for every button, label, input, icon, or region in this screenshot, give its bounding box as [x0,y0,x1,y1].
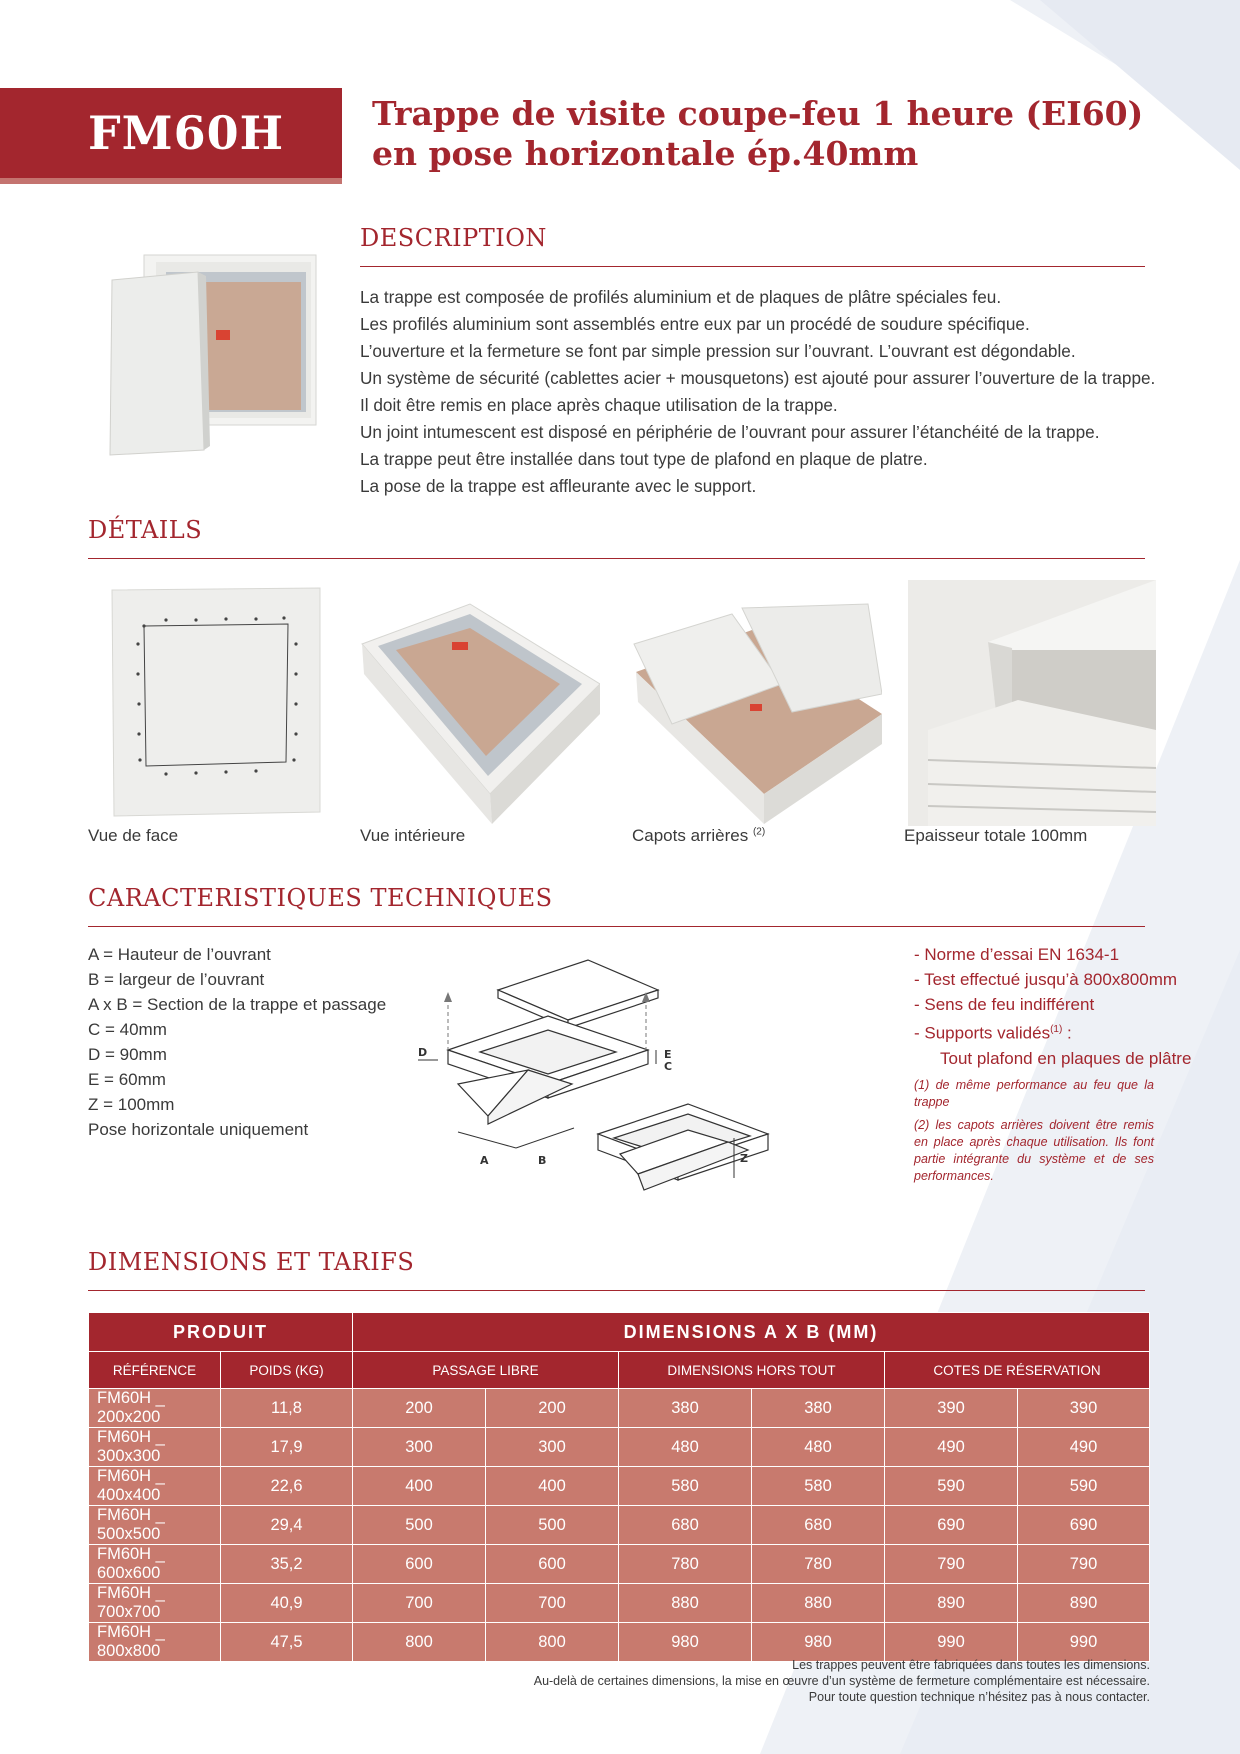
cell-value: 600 [353,1545,486,1584]
cell-reference: FM60H _ 700x700 [89,1584,221,1623]
cell-weight: 17,9 [221,1428,353,1467]
footer-note: Pour toute question technique n’hésitez pas à nous contacter. [808,1690,1150,1704]
cell-value: 590 [1018,1467,1150,1506]
cell-value: 790 [1018,1545,1150,1584]
cell-value: 700 [353,1584,486,1623]
cell-reference: FM60H _ 300x300 [89,1428,221,1467]
cell-value: 880 [752,1584,885,1623]
cell-reference: FM60H _ 800x800 [89,1623,221,1662]
table-row [89,1545,1150,1584]
description-line: Il doit être remis en place après chaque utilisation de la trappe. [360,395,838,415]
cell-value: 980 [619,1623,752,1662]
specs-rule [88,926,1145,927]
caption-thickness: Epaisseur totale 100mm [904,826,1088,845]
spec-line: A x B = Section de la trappe et passage libre [88,995,424,1014]
description-line: Les profilés aluminium sont assemblés entre eux par un procédé de soudure spécifique. [360,314,1030,334]
footnote-2: (2) les capots arrières doivent être remis en place après chaque utilisation. Ils font partie intégrante du système et de ses performances. [914,1117,1154,1183]
cell-weight: 22,6 [221,1467,353,1506]
spec-list [88,942,423,1142]
note-line: - Norme d’essai EN 1634-1 [914,945,1120,964]
description-line: Un système de sécurité (cablettes acier + mousquetons) est ajouté pour assurer l’ouverture de la trappe. [360,368,1156,388]
back-covers-photo [632,584,882,824]
diagram-label-z: Z [740,1152,748,1165]
cell-value: 680 [752,1506,885,1545]
description-rule [360,266,1145,267]
footer-note: Les trappes peuvent être fabriquées dans toutes les dimensions. [792,1658,1150,1672]
description-line: Un joint intumescent est disposé en périphérie de l’ouvrant pour assurer l’étanchéité de la trappe. [360,422,1100,442]
cell-value: 300 [353,1428,486,1467]
cell-value: 400 [353,1467,486,1506]
cell-weight: 40,9 [221,1584,353,1623]
group-header-dimensions: DIMENSIONS A X B (MM) [353,1313,1150,1352]
table-row [89,1506,1150,1545]
cell-value: 690 [1018,1506,1150,1545]
spec-line: B = largeur de l’ouvrant [88,970,265,989]
page-title [372,94,1172,174]
description-heading: DESCRIPTION [360,224,547,252]
dimensions-rule [88,1290,1145,1291]
cell-value: 580 [752,1467,885,1506]
cell-weight: 29,4 [221,1506,353,1545]
group-header-product: PRODUIT [89,1313,353,1352]
column-header-free-passage: PASSAGE LIBRE [353,1352,619,1389]
interior-view-photo [360,584,600,824]
cell-value: 590 [885,1467,1018,1506]
cell-value: 790 [885,1545,1018,1584]
note-line: Tout plafond en plaques de plâtre [940,1048,1192,1068]
description-line: L’ouverture et la fermeture se font par simple pression sur l’ouvrant. L’ouvrant est dégondable. [360,341,1076,361]
specs-heading: CARACTERISTIQUES TECHNIQUES [88,884,553,912]
cell-value: 380 [752,1389,885,1428]
note-line: - Sens de feu indifférent [914,995,1095,1014]
footnote-1: (1) de même performance au feu que la trappe [914,1077,1154,1109]
cell-value: 200 [353,1389,486,1428]
model-code: FM60H [88,106,285,160]
cell-value: 800 [353,1623,486,1662]
footer-note: Au-delà de certaines dimensions, la mise en œuvre d’un système de fermeture complémentaire est nécessaire. [533,1674,1150,1688]
cell-value: 980 [752,1623,885,1662]
cell-value: 200 [486,1389,619,1428]
cell-weight: 11,8 [221,1389,353,1428]
cell-value: 500 [353,1506,486,1545]
diagram-label-e: E [664,1048,672,1061]
cell-value: 880 [619,1584,752,1623]
cell-value: 390 [885,1389,1018,1428]
description-text [360,284,1160,500]
dimensions-table [88,1312,1150,1662]
caption-front-view: Vue de face [88,826,179,845]
cell-value: 890 [1018,1584,1150,1623]
diagram-label-b: B [538,1154,547,1167]
column-header-reservation: COTES DE RÉSERVATION [885,1352,1150,1389]
table-row [89,1623,1150,1662]
description-line: La pose de la trappe est affleurante avec le support. [360,476,757,496]
front-view-photo [106,584,326,824]
spec-notes [914,942,1192,1185]
diagram-label-d: D [418,1046,428,1059]
spec-line: Pose horizontale uniquement [88,1120,309,1139]
cell-reference: FM60H _ 400x400 [89,1467,221,1506]
caption-back-covers: Capots arrières $^{(2)}$ [632,826,766,845]
cell-value: 480 [752,1428,885,1467]
cell-weight: 47,5 [221,1623,353,1662]
table-row [89,1467,1150,1506]
cell-value: 680 [619,1506,752,1545]
cell-value: 500 [486,1506,619,1545]
cell-value: 800 [486,1623,619,1662]
diagram-label-a: A [480,1154,489,1167]
column-header-overall: DIMENSIONS HORS TOUT [619,1352,885,1389]
cell-value: 990 [885,1623,1018,1662]
spec-line: D = 90mm [88,1045,167,1064]
footnote-ref: (2) [752,826,766,838]
cell-value: 990 [1018,1623,1150,1662]
details-rule [88,558,1145,559]
cell-value: 480 [619,1428,752,1467]
cell-value: 490 [1018,1428,1150,1467]
cell-value: 690 [885,1506,1018,1545]
cell-value: 300 [486,1428,619,1467]
dimensions-heading: DIMENSIONS ET TARIFS [88,1248,415,1276]
note-line: - Test effectué jusqu’à 800x800mm [914,970,1178,989]
table-row [89,1389,1150,1428]
assembly-diagram [388,942,876,1212]
table-row [89,1428,1150,1467]
diagram-label-c: C [664,1060,673,1073]
cell-reference: FM60H _ 500x500 [89,1506,221,1545]
column-header-weight: POIDS (KG) [221,1352,353,1389]
description-line: La trappe est composée de profilés aluminium et de plaques de plâtre spéciales feu. [360,287,1002,307]
spec-line: E = 60mm [88,1070,166,1089]
cell-reference: FM60H _ 200x200 [89,1389,221,1428]
cell-value: 600 [486,1545,619,1584]
description-line: La trappe peut être installée dans tout type de plafond en plaque de platre. [360,449,928,469]
cell-value: 580 [619,1467,752,1506]
table-row [89,1584,1150,1623]
spec-line: Z = 100mm [88,1095,175,1114]
spec-line: C = 40mm [88,1020,167,1039]
cell-value: 380 [619,1389,752,1428]
footnote-ref: (1) [1050,1024,1063,1035]
thickness-photo [908,580,1156,826]
cell-value: 780 [619,1545,752,1584]
details-heading: DÉTAILS [88,516,203,544]
cell-value: 400 [486,1467,619,1506]
spec-line: A = Hauteur de l’ouvrant [88,945,271,964]
product-photo-open [106,250,326,460]
cell-value: 700 [486,1584,619,1623]
cell-value: 490 [885,1428,1018,1467]
title-line-1: Trappe de visite coupe-feu 1 heure (EI60) [372,94,1144,133]
cell-value: 390 [1018,1389,1150,1428]
column-header-reference: RÉFÉRENCE [89,1352,221,1389]
cell-reference: FM60H _ 600x600 [89,1545,221,1584]
title-line-2: en pose horizontale ép.40mm [372,134,919,173]
cell-value: 890 [885,1584,1018,1623]
table-footer-notes [534,1657,1150,1705]
caption-interior-view: Vue intérieure [360,826,466,845]
cell-value: 780 [752,1545,885,1584]
note-line-supports: - Supports validés$^{(1)}$ : [914,1023,1072,1043]
cell-weight: 35,2 [221,1545,353,1584]
